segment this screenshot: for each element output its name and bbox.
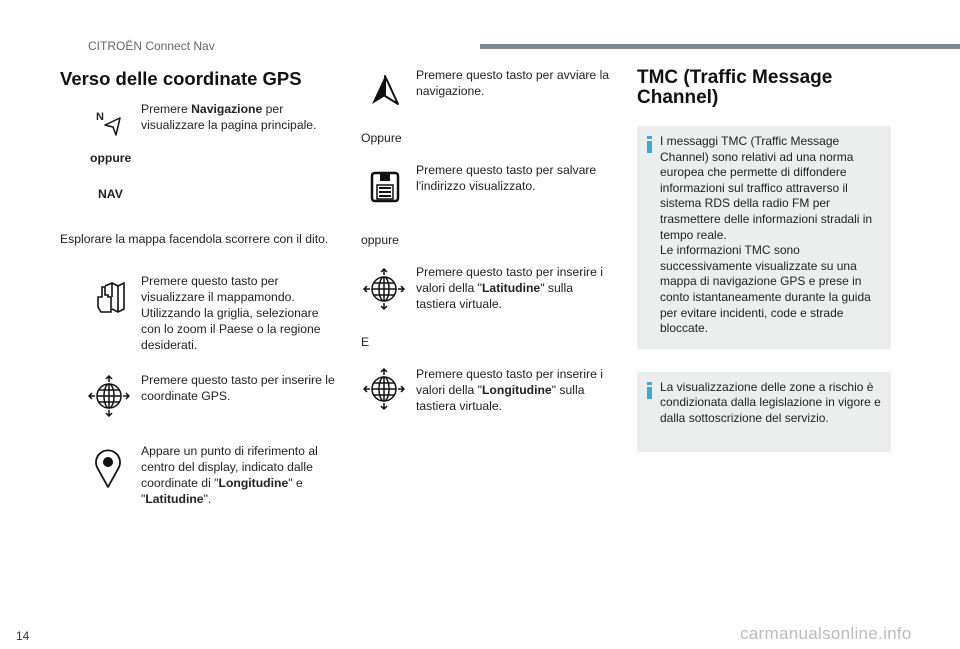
nav-button-label: NAV: [98, 187, 123, 201]
info-icon: [647, 382, 652, 399]
info-box-tmc: [637, 126, 891, 349]
map-instruction: Premere questo tasto per visualizzare il mappamondo. Utilizzando la griglia, selezionare con lo zoom il Paese o la regione desiderati.: [141, 274, 321, 352]
map-icon: [94, 281, 126, 315]
header-bar: [480, 44, 960, 49]
info-box-text: La visualizzazione delle zone a rischio è condizionata dalla legislazione in vigore e dalla sottoscrizione del servizio.: [660, 379, 881, 425]
start-navigation-icon: [369, 74, 401, 106]
pin-description: Appare un punto di riferimento al centro del display, indicato dalle coordinate di "Longitudine" e "Latitudine".: [141, 444, 318, 506]
globe-longitude-icon: [363, 368, 405, 410]
start-instruction: Premere questo tasto per avviare la navigazione.: [416, 68, 610, 98]
info-box-risk-zones: [637, 372, 891, 452]
info-box-text: I messaggi TMC (Traffic Message Channel) sono relativi ad una norma europea che permette di diffondere informazioni sul traffico attraverso il sistema RDS della radio FM per trasmettere delle informazioni stradali in tempo reale. Le informazioni TMC sono successivamente visualizzate su una mappa di navigazione GPS e prese in conto istantaneamente durante la guida per evitare incidenti, code e strade bloccate.: [660, 134, 873, 336]
watermark: carmanualsonline.info: [740, 624, 912, 643]
latitude-instruction: Premere questo tasto per inserire i valori della "Latitudine" sulla tastiera virtuale.: [416, 265, 603, 311]
and-label: E: [361, 335, 370, 349]
info-boxes: [637, 126, 891, 452]
globe-latitude-icon: [363, 268, 405, 310]
longitude-instruction: Premere questo tasto per inserire i valori della "Longitudine" sulla tastiera virtuale.: [416, 367, 603, 413]
section-title-gps: Verso delle coordinate GPS: [60, 68, 302, 89]
navigation-icon: [101, 115, 123, 139]
oppure-label-2: Oppure: [361, 131, 402, 145]
save-instruction: Premere questo tasto per salvare l'indirizzo visualizzato.: [416, 163, 597, 193]
oppure-label: oppure: [90, 151, 132, 165]
gps-instruction: Premere questo tasto per inserire le coordinate GPS.: [141, 373, 335, 403]
save-icon: [368, 170, 402, 204]
page-number: 14: [16, 629, 30, 643]
location-pin-icon: [94, 447, 122, 489]
explore-text: Esplorare la mappa facendola scorrere con il dito.: [60, 232, 329, 246]
section-title-tmc: TMC (Traffic Message Channel): [637, 67, 833, 108]
info-icon: [647, 136, 652, 153]
oppure-label-3: oppure: [361, 233, 399, 247]
nav-instruction: Premere Navigazione per visualizzare la pagina principale.: [141, 102, 317, 132]
header-title: CITROËN Connect Nav: [88, 39, 215, 53]
north-label: N: [96, 111, 104, 123]
globe-coordinates-icon: [88, 375, 130, 417]
